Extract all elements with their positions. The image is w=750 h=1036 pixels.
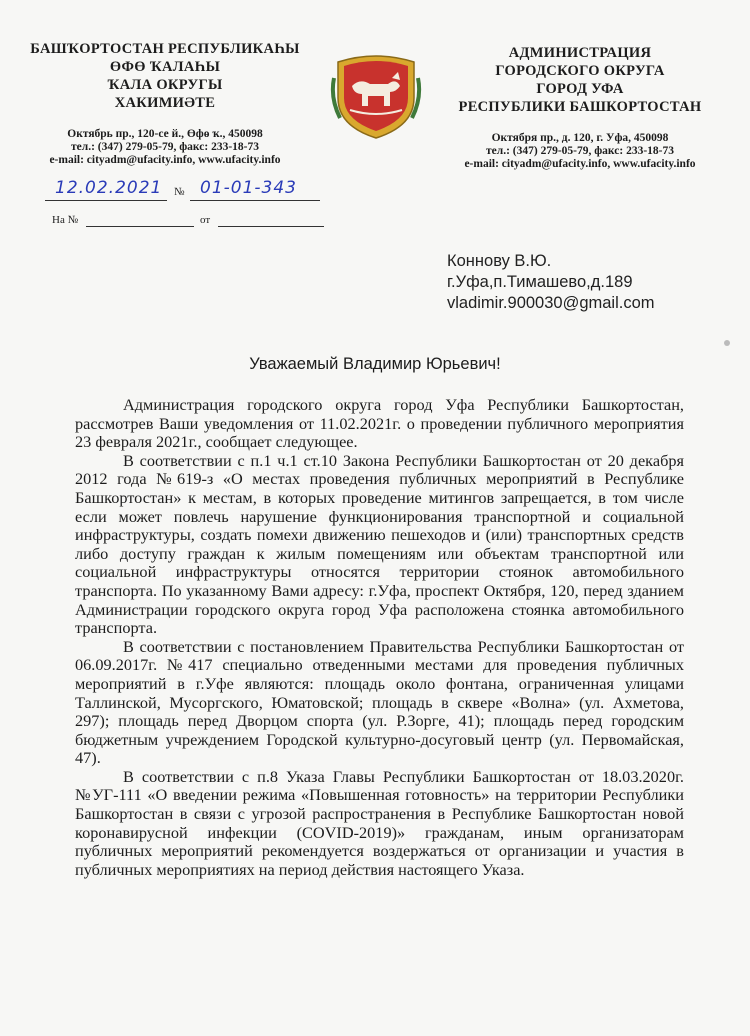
coat-of-arms-icon [330, 48, 422, 140]
org-name-line: ГОРОД УФА [536, 81, 624, 97]
org-email: e-mail: cityadm@ufacity.info, www.ufacity.info [49, 154, 281, 166]
org-address: Октября пр., д. 120, г. Уфа, 450098 [491, 132, 669, 144]
org-name-line: ГОРОДСКОГО ОКРУГА [495, 63, 665, 79]
registration-date: 12.02.2021 [55, 178, 163, 198]
org-name-line: АДМИНИСТРАЦИЯ [508, 45, 652, 61]
org-name-line: ХАКИМИӘТЕ [114, 95, 216, 111]
recipient-block [447, 251, 655, 314]
body-paragraph: Администрация городского округа город Уфа Республики Башкортостан, рассмотрев Ваши уведомления от 11.02.2021г. о проведении публичного мероприятия 23 февраля 2021г., сообщает следующее. [75, 395, 684, 452]
registration-no-label: № [174, 186, 185, 198]
letterhead [0, 0, 750, 200]
org-name-line: ӨФӨ ҠАЛАҺЫ [109, 59, 221, 75]
reference-from-label: от [200, 214, 211, 226]
registration-number: 01-01-343 [200, 178, 297, 198]
registration-line [45, 180, 345, 206]
body-paragraph: В соответствии с постановлением Правительства Республики Башкортостан от 06.09.2017г. №417 специально отведенными местами для проведения публичных мероприятий в г.Уфе являются: площадь около фонтана, ограниченная улицами Таллинской, Мусоргского, Юматовской; площадь в сквере «Волна» (ул. Ахметова, 297); площадь перед Дворцом спорта (ул. Р.Зорге, 41); площадь перед городским бюджетным учреждением Городской культурно-досуговый центр (ул. Первомайская, 47). [75, 636, 684, 768]
org-name-line: БАШҠОРТОСТАН РЕСПУБЛИКАҺЫ [30, 41, 300, 57]
body-paragraph: В соответствии с п.8 Указа Главы Республики Башкортостан от 18.03.2020г. №УГ-111 «О введении режима «Повышенная готовность» на территории Республики Башкортостан в связи с угрозой распространения в Республике Башкортостан новой коронавирусной инфекции (COVID-2019)» гражданам, иным организаторам публичных мероприятий рекомендуется воздержаться от организации и участия в публичных мероприятиях на период действия настоящего Указа. [75, 766, 684, 879]
reference-no-label: На № [52, 214, 79, 226]
letterhead-bashkir [20, 40, 310, 167]
org-name-line: ҠАЛА ОКРУГЫ [107, 77, 223, 93]
org-email: e-mail: cityadm@ufacity.info, www.ufacity.info [464, 158, 696, 170]
recipient-name: Коннову В.Ю. [447, 252, 552, 270]
letterhead-russian [430, 44, 730, 171]
org-address: Октябрь пр., 120-се й., Өфө ҡ., 450098 [67, 128, 263, 140]
org-phone: тел.: (347) 279-05-79, факс: 233-18-73 [71, 141, 259, 153]
recipient-email: vladimir.900030@gmail.com [447, 294, 655, 312]
recipient-address: г.Уфа,п.Тимашево,д.189 [447, 273, 633, 291]
org-phone: тел.: (347) 279-05-79, факс: 233-18-73 [486, 145, 674, 157]
reference-line [52, 214, 332, 230]
org-name-line: РЕСПУБЛИКИ БАШКОРТОСТАН [458, 99, 702, 115]
scan-mark [724, 340, 730, 346]
greeting: Уважаемый Владимир Юрьевич! [249, 355, 501, 373]
letter-body [75, 396, 684, 879]
body-paragraph: В соответствии с п.1 ч.1 ст.10 Закона Республики Башкортостан от 20 декабря 2012 года №619-з «О местах проведения публичных мероприятий в Республике Башкортостан» к местам, в которых проведение митингов запрещается, в том числе если может повлечь нарушение функционирования транспортной и социальной инфраструктуры, создать помехи движению пешеходов и (или) транспортных средств либо доступу граждан к жилым помещениям или объектам транспортной или социальной инфраструктуры относятся территории стоянок автомобильного транспорта. По указанному Вами адресу: г.Уфа, проспект Октября, 120, перед зданием Администрации городского округа город Уфа расположена стоянка автомобильного транспорта. [75, 450, 684, 638]
